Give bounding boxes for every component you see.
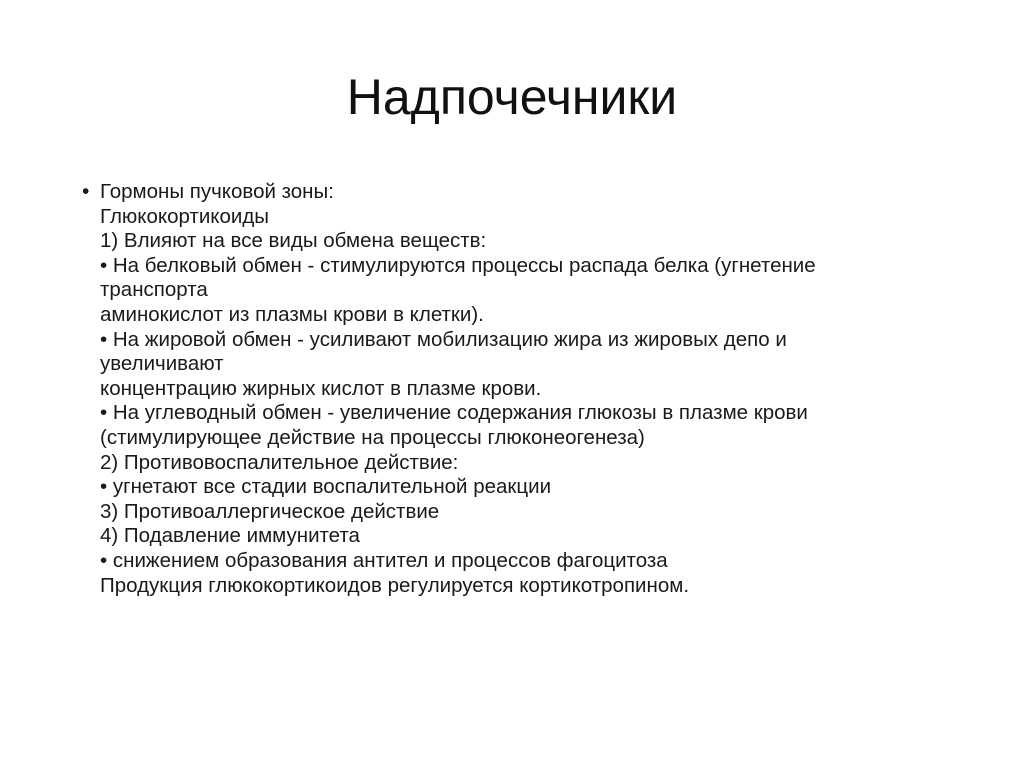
text-line: 3) Противоаллергическое действие <box>100 499 440 523</box>
bullet-text <box>100 180 950 598</box>
text-line: увеличивают <box>100 352 224 376</box>
bullet-marker: • <box>82 180 90 203</box>
text-line: 4) Подавление иммунитета <box>100 524 360 548</box>
text-line: 1) Влияют на все виды обмена веществ: <box>100 229 487 253</box>
text-line: • На жировой обмен - усиливают мобилизацию жира из жировых депо и <box>100 327 787 351</box>
text-line: • На углеводный обмен - увеличение содержания глюкозы в плазме крови <box>100 401 808 425</box>
text-line: (стимулирующее действие на процессы глюконеогенеза) <box>100 425 645 449</box>
text-line: • угнетают все стадии воспалительной реакции <box>100 475 552 499</box>
text-line: аминокислот из плазмы крови в клетки). <box>100 302 484 326</box>
text-line: Гормоны пучковой зоны: <box>100 180 334 203</box>
text-line: • снижением образования антител и процессов фагоцитоза <box>100 548 668 572</box>
text-line: 2) Противовоспалительное действие: <box>100 450 459 474</box>
text-line: транспорта <box>100 278 208 302</box>
slide-title: Надпочечники <box>346 69 678 125</box>
text-line: • На белковый обмен - стимулируются процессы распада белка (угнетение <box>100 253 816 277</box>
text-line: Продукция глюкокортикоидов регулируется кортикотропином. <box>100 573 690 597</box>
text-line: Глюкокортикоиды <box>100 204 270 228</box>
text-line: концентрацию жирных кислот в плазме крови. <box>100 376 542 400</box>
